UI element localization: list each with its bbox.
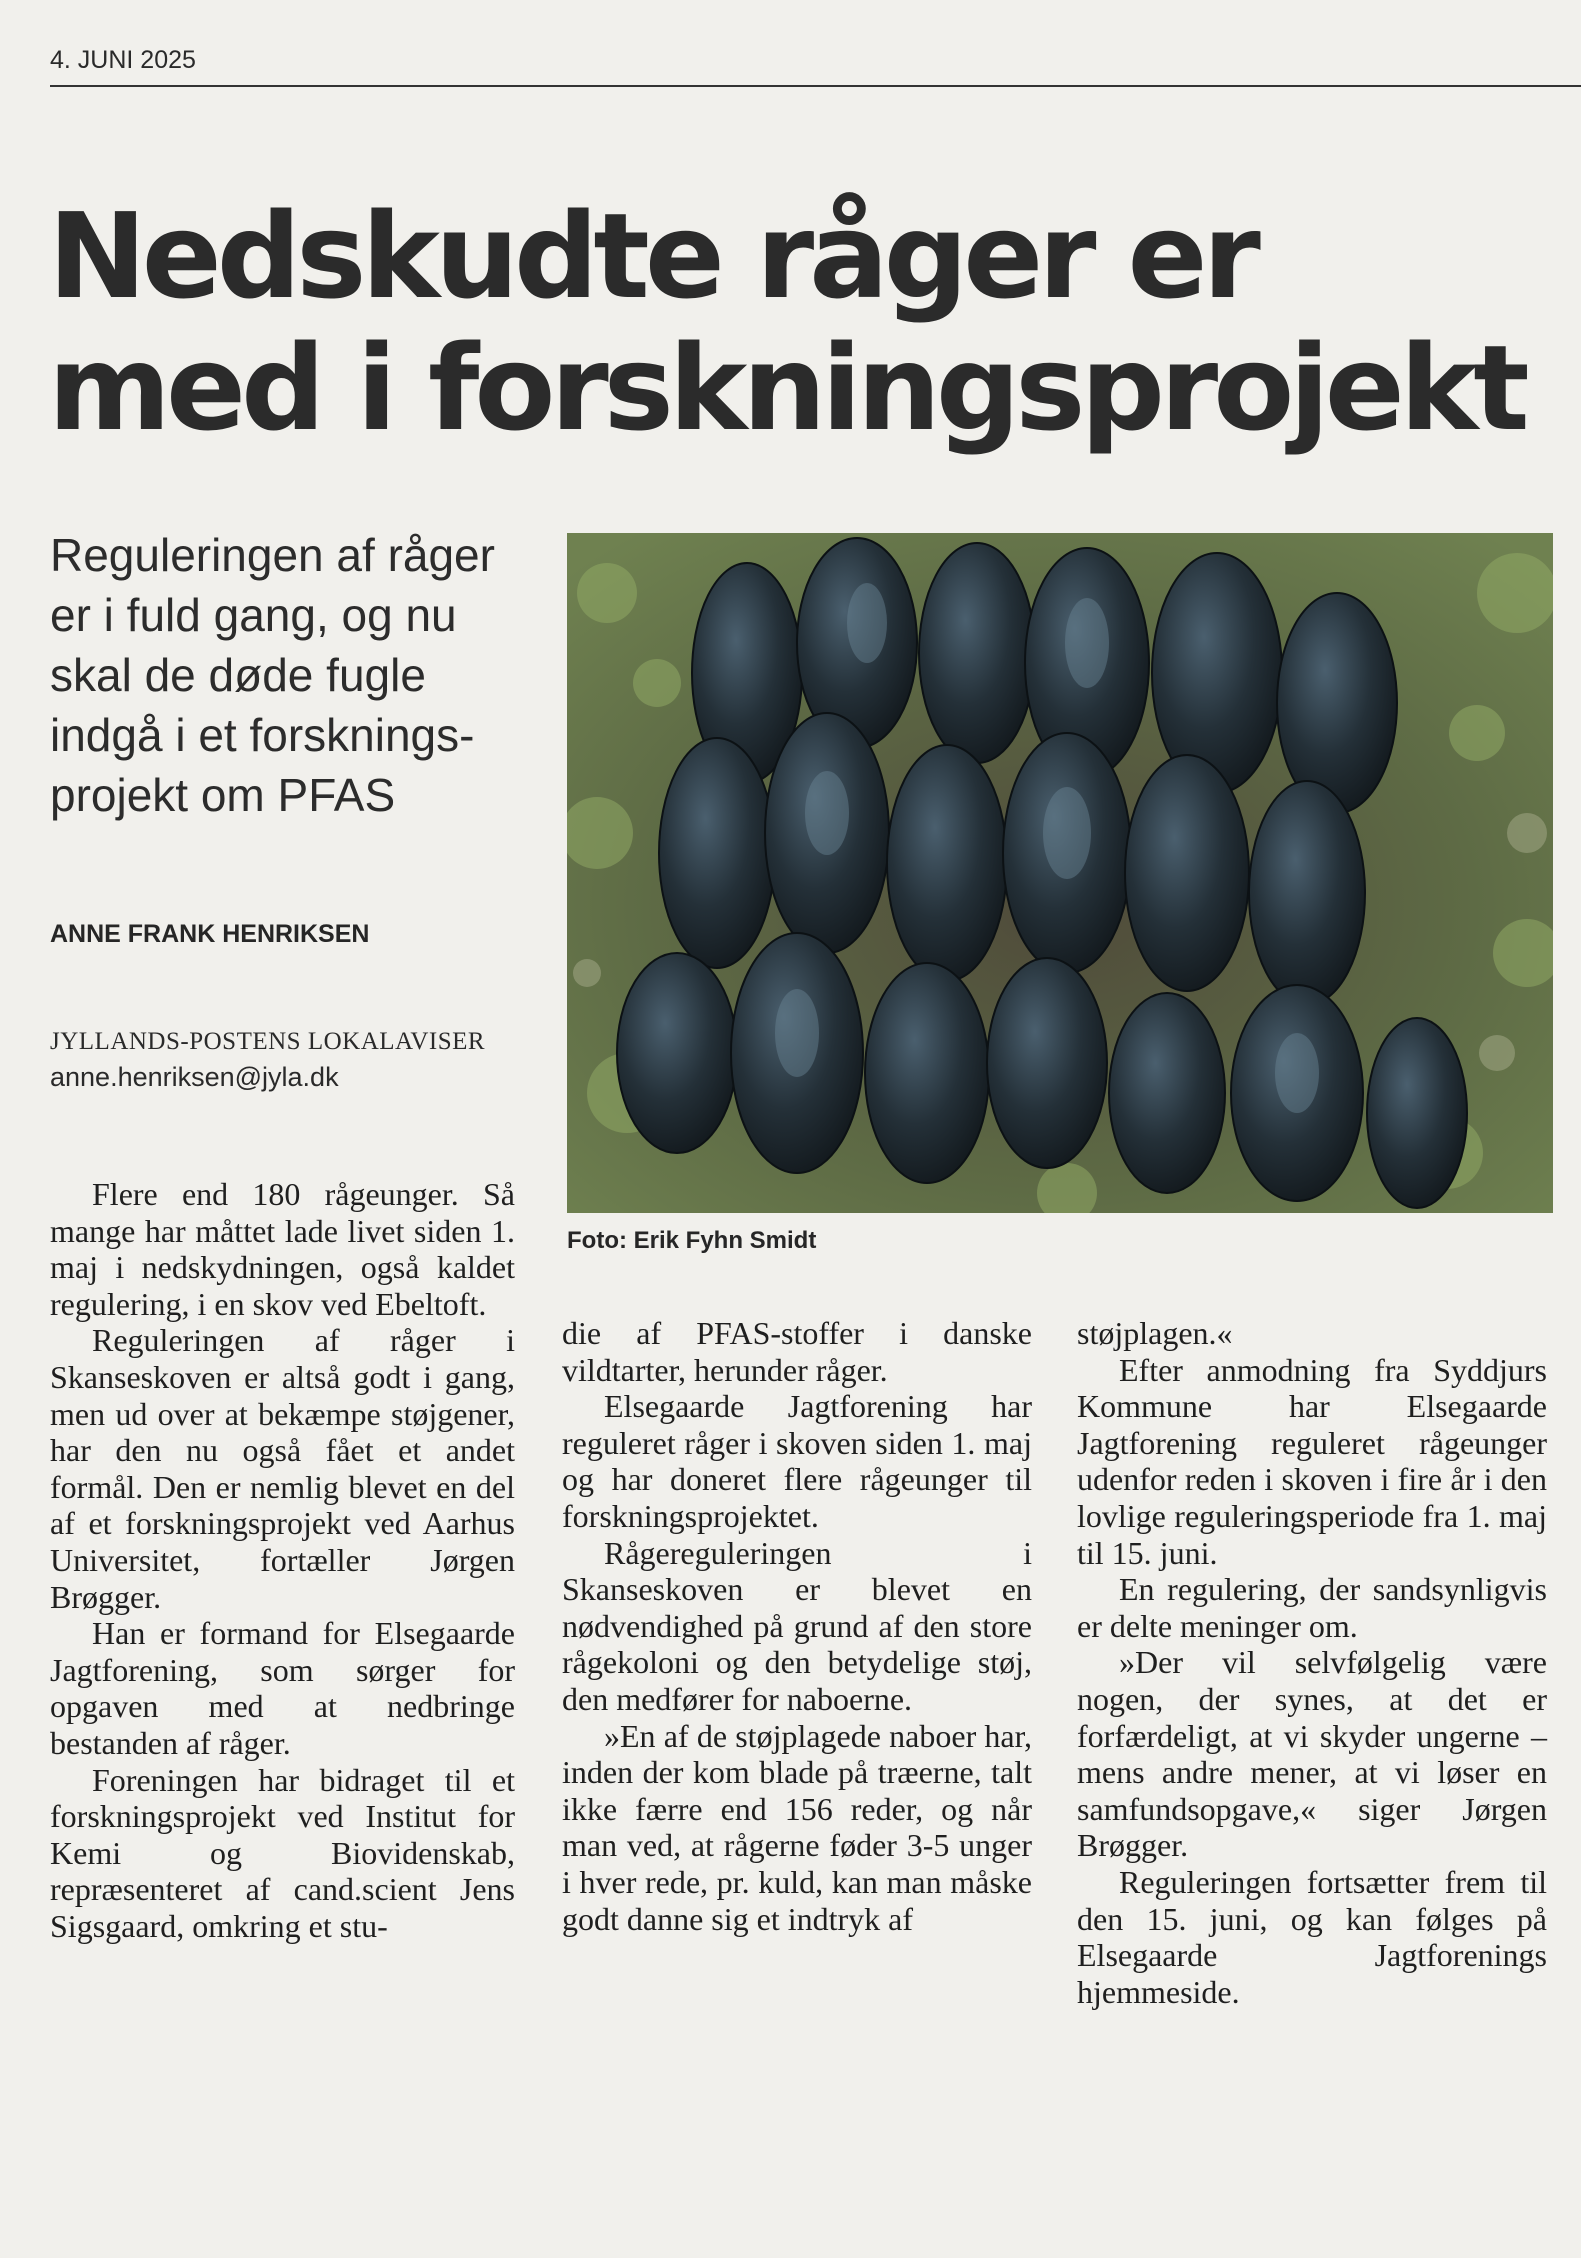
paragraph: Reguleringen fortsætter frem til den 15. juni, og kan følges på Elsegaarde Jagtforenings hjemmeside. <box>1077 1863 1547 2010</box>
page-date: 4. JUNI 2025 <box>50 46 196 74</box>
paragraph: »Der vil selvfølgelig være nogen, der synes, at det er forfærdeligt, at vi skyder ungerne – mens andre mener, at vi løser en samfundsopgave,« siger Jørgen Brøgger. <box>1077 1644 1547 1864</box>
paragraph: Reguleringen af råger i Skanseskoven er altså godt i gang, men ud over at bekæmpe støjgener, har den nu også fået et andet formål. Den er nemlig blevet en del af et forskningsprojekt ved Aarhus Universitet, fortæller Jørgen Brøgger. <box>50 1322 515 1615</box>
paragraph: støjplagen.« <box>1077 1315 1233 1351</box>
subheadline: Reguleringen af råger er i fuld gang, og nu skal de døde fugle indgå i et forsknings-projekt om PFAS <box>50 529 495 821</box>
paragraph: Efter anmodning fra Syddjurs Kommune har Elsegaarde Jagtforening reguleret rågeunger udenfor reden i skoven i fire år i den lovlige reguleringsperiode fra 1. maj til 15. juni. <box>1077 1351 1547 1571</box>
paragraph: Elsegaarde Jagtforening har reguleret råger i skoven siden 1. maj og har doneret flere rågeunger til forskningsprojektet. <box>562 1388 1032 1534</box>
headline <box>48 187 1548 457</box>
paragraph: »En af de støjplagede naboer har, inden der kom blade på træerne, talt ikke færre end 156 reder, og når man ved, at rågerne føder 3-5 unger i hver rede, pr. kuld, kan man måske godt danne sig et indtryk af <box>562 1717 1032 1937</box>
article-column-2 <box>562 1315 1032 1937</box>
article-column-3 <box>1077 1315 1547 2010</box>
article-column-1 <box>50 1176 515 1944</box>
photo-illustration <box>567 533 1553 1213</box>
photo-caption: Foto: Erik Fyhn Smidt <box>567 1227 817 1254</box>
publication-name: JYLLANDS-POSTENS LOKALAVISER <box>50 1028 486 1055</box>
headline-line-1: Nedskudte råger er <box>48 187 1256 325</box>
paragraph: Rågereguleringen i Skanseskoven er blevet en nødvendighed på grund af den store rågekoloni og den betydelige støj, den medfører for naboerne. <box>562 1534 1032 1717</box>
author-byline: ANNE FRANK HENRIKSEN <box>50 920 370 948</box>
paragraph: En regulering, der sandsynligvis er delte meninger om. <box>1077 1571 1547 1644</box>
author-email: anne.henriksen@jyla.dk <box>50 1062 339 1092</box>
headline-line-2: med i forskningsprojekt <box>48 319 1525 457</box>
paragraph: die af PFAS-stoffer i danske vildtarter, herunder råger. <box>562 1315 1032 1388</box>
dead-rooks-photo <box>567 533 1553 1213</box>
paragraph: Flere end 180 rågeunger. Så mange har måttet lade livet siden 1. maj i nedskydningen, også kaldet regulering, i en skov ved Ebeltoft. <box>50 1176 515 1322</box>
paragraph: Foreningen har bidraget til et forskningsprojekt ved Institut for Kemi og Biovidenskab, repræsenteret af cand.scient Jens Sigsgaard, omkring et stu- <box>50 1761 515 1944</box>
paragraph: Han er formand for Elsegaarde Jagtforening, som sørger for opgaven med at nedbringe bestanden af råger. <box>50 1615 515 1761</box>
header-rule <box>50 85 1581 87</box>
